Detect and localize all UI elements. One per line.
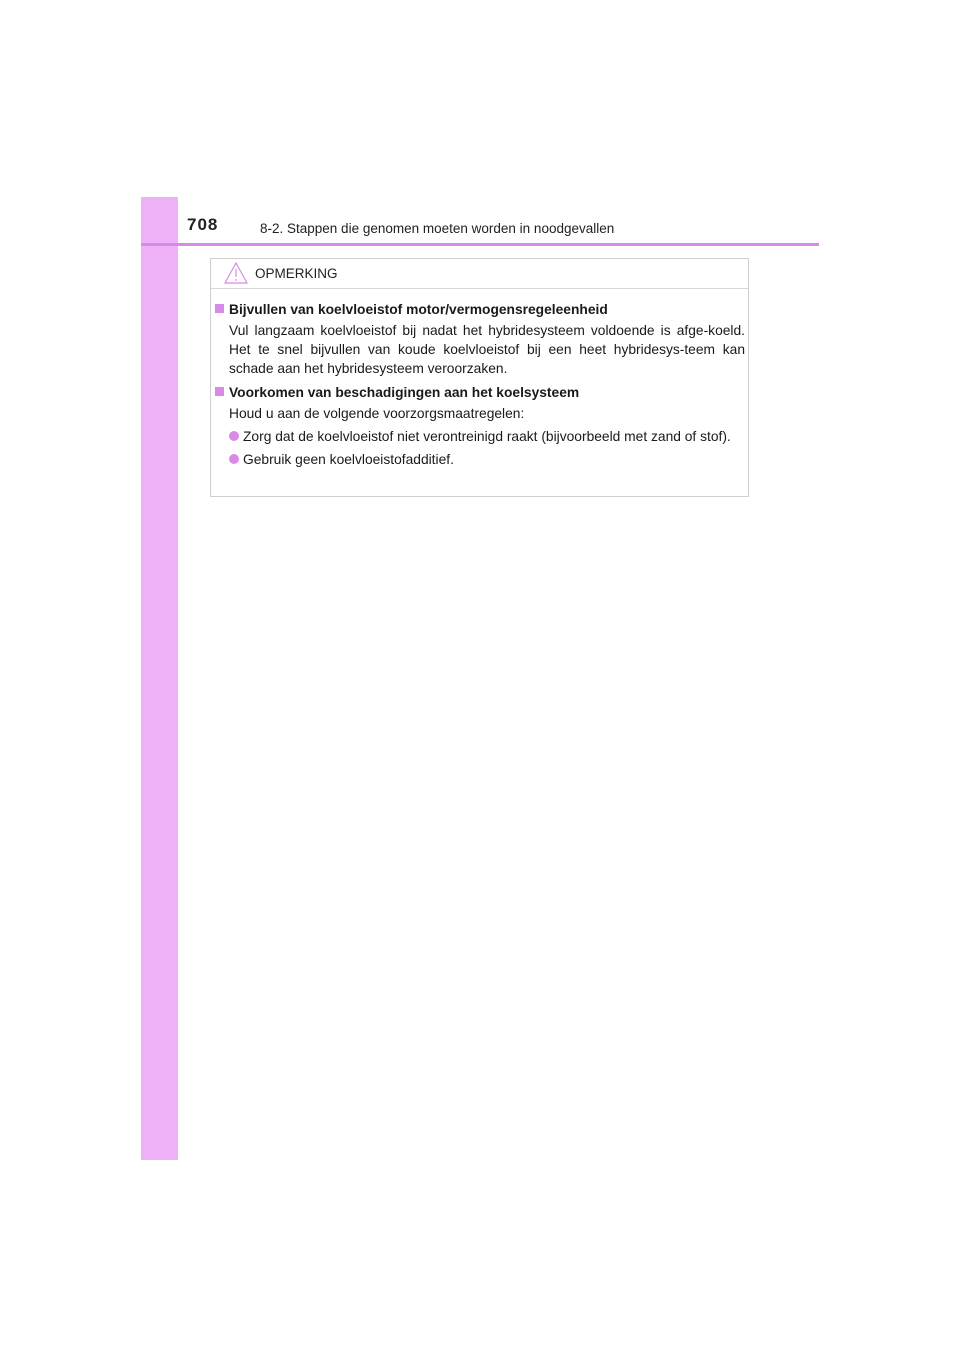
round-bullet-icon [229,431,239,441]
warning-triangle-icon [223,261,249,285]
notice-body [215,300,745,473]
section-title: 8-2. Stappen die genomen moeten worden in noodgevallen [260,221,615,236]
section-heading-text: Voorkomen van beschadigingen aan het koelsysteem [229,385,580,400]
header-divider [141,243,819,246]
side-color-band [141,197,178,1160]
list-item [229,427,745,446]
notice-title: OPMERKING [255,266,338,281]
notice-box [210,258,749,497]
square-bullet-icon [215,304,224,313]
section-heading-coolant-refill [215,300,745,319]
section-paragraph: Houd u aan de volgende voorzorgsmaatregelen: [229,406,525,421]
section-heading-text: Bijvullen van koelvloeistof motor/vermogensregeleenheid [229,302,608,317]
page-number: 708 [187,215,219,234]
section-heading-cooling-damage [215,383,745,402]
list-item-text: Zorg dat de koelvloeistof niet verontreinigd raakt (bijvoorbeeld met zand of stof). [243,429,731,444]
round-bullet-icon [229,454,239,464]
list-item-text: Gebruik geen koelvloeistofadditief. [243,452,454,467]
notice-header [211,259,748,289]
square-bullet-icon [215,387,224,396]
section-paragraph: Vul langzaam koelvloeistof bij nadat het hybridesysteem voldoende is afge-koeld. Het te snel bijvullen van koude koelvloeistof bij een heet hybridesys-teem kan schade aan het hybridesysteem veroorzaken. [229,323,745,376]
list-item [229,450,745,469]
